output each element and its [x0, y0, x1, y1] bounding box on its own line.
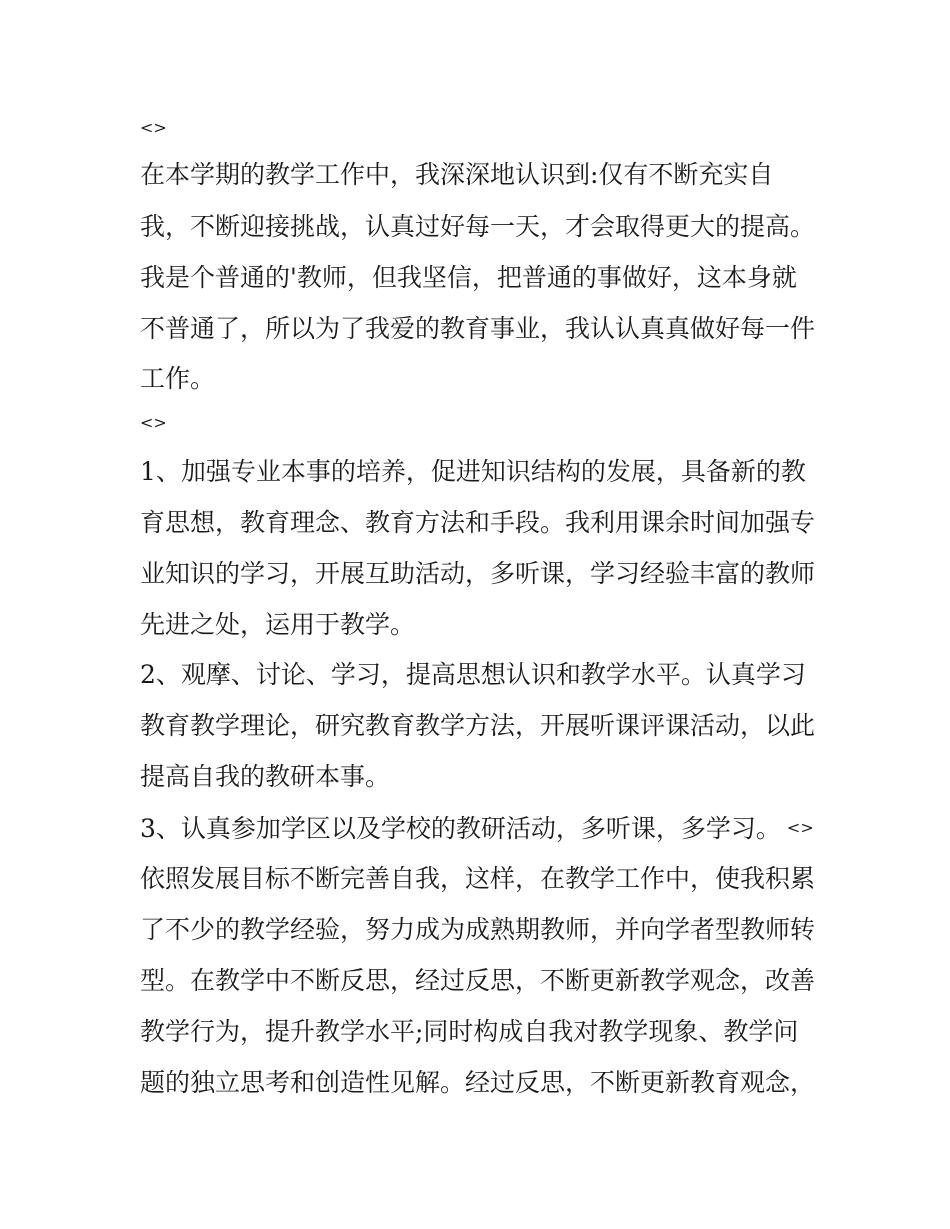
item1-line-1: 1、加强专业本事的培养，促进知识结构的发展，具备新的教 — [140, 457, 806, 486]
intro-line-1: 在本学期的教学工作中，我深深地认识到:仅有不断充实自 — [140, 160, 774, 189]
item1-line-4: 先进之处，运用于教学。 — [140, 610, 416, 639]
item2-line-2: 教育教学理论，研究教育教学方法，开展听课评课活动，以此 — [140, 711, 816, 740]
closing-line-4: 教学行为，提升教学水平;同时构成自我对教学现象、教学问 — [140, 1017, 799, 1046]
item2-line-3: 提高自我的教研本事。 — [140, 762, 391, 791]
item3-text: 3、认真参加学区以及学校的教研活动，多听课，多学习。 — [140, 814, 781, 843]
item1-line-3: 业知识的学习，开展互助活动，多听课，学习经验丰富的教师 — [140, 559, 816, 588]
intro-line-5: 工作。 — [140, 364, 216, 393]
section-marker-middle: <> — [140, 413, 167, 432]
intro-line-4: 不普通了，所以为了我爱的教育事业，我认认真真做好每一件 — [140, 314, 816, 343]
item3-marker: <> — [786, 818, 814, 837]
intro-line-2: 我，不断迎接挑战，认真过好每一天，才会取得更大的提高。 — [140, 212, 816, 241]
item1-line-2: 育思想，教育理念、教育方法和手段。我利用课余时间加强专 — [140, 508, 816, 537]
closing-line-2: 了不少的教学经验，努力成为成熟期教师，并向学者型教师转 — [140, 915, 816, 944]
section-marker-top: <> — [140, 118, 167, 137]
intro-line-3: 我是个普通的'教师，但我坚信，把普通的事做好，这本身就 — [140, 263, 797, 292]
item3-line — [140, 813, 814, 844]
closing-line-5: 题的独立思考和创造性见解。经过反思，不断更新教育观念， — [140, 1068, 816, 1097]
closing-line-3: 型。在教学中不断反思，经过反思，不断更新教学观念，改善 — [140, 966, 816, 995]
item2-line-1: 2、观摩、讨论、学习，提高思想认识和教学水平。认真学习 — [140, 660, 806, 689]
closing-line-1: 依照发展目标不断完善自我，这样，在教学工作中，使我积累 — [140, 864, 816, 893]
